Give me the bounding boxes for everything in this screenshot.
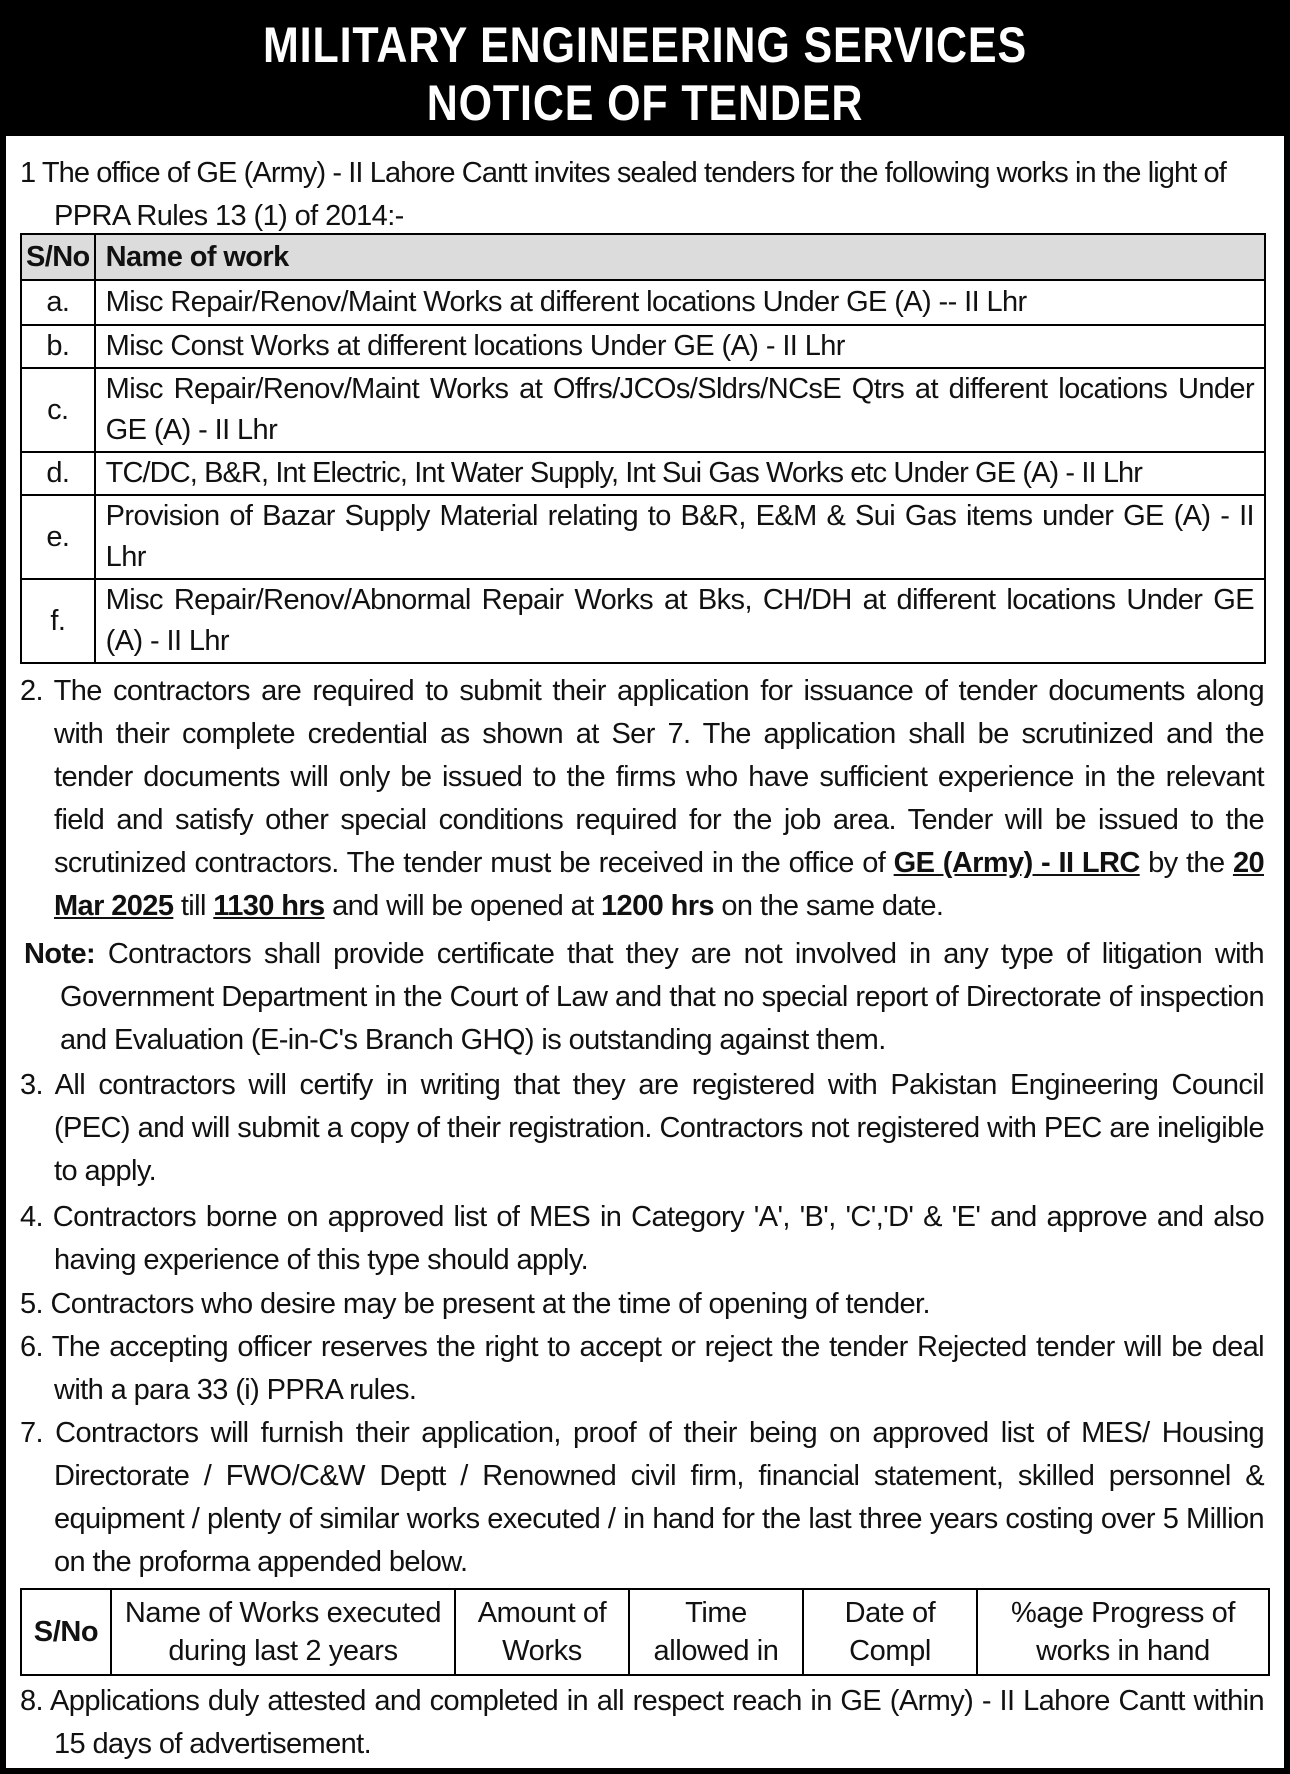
row-work: Misc Repair/Renov/Abnormal Repair Works at Bks, CH/DH at different locations Under GE (A) - II Lhr bbox=[95, 579, 1265, 663]
para-6 bbox=[18, 1326, 1264, 1412]
proforma-col-name-l2: during last 2 years bbox=[168, 1635, 398, 1667]
intro-cont: PPRA Rules 13 (1) of 2014:- bbox=[54, 200, 404, 232]
proforma-col-date bbox=[803, 1589, 977, 1675]
para-8 bbox=[18, 1680, 1264, 1766]
table-row bbox=[21, 280, 1265, 325]
header-banner bbox=[6, 6, 1284, 136]
row-sn: c. bbox=[21, 368, 95, 452]
tender-open-time: 1200 hrs bbox=[601, 890, 714, 922]
proforma-col-name bbox=[111, 1589, 455, 1675]
row-work: Misc Const Works at different locations Under GE (A) - II Lhr bbox=[95, 325, 1265, 368]
proforma-col-date-l1: Date of bbox=[844, 1597, 936, 1629]
proforma-col-progress bbox=[977, 1589, 1269, 1675]
tender-submit-time: 1130 hrs bbox=[213, 890, 325, 922]
proforma-col-time-l2: allowed in bbox=[653, 1635, 779, 1667]
para-3-text: 3. All contractors will certify in writing that they are registered with Pakistan Engineering Council (PEC) and will submit a copy of their registration. Contractors not registered with PEC are ineligible to apply. bbox=[20, 1069, 1264, 1187]
works-table bbox=[20, 233, 1266, 664]
para-2-tail: on the same date. bbox=[721, 890, 944, 922]
proforma-col-date-l2: Compl bbox=[849, 1635, 931, 1667]
proforma-col-time bbox=[629, 1589, 803, 1675]
table-row bbox=[21, 495, 1265, 579]
para-2-opened: and will be opened at bbox=[332, 890, 594, 922]
proforma-col-amount-l1: Amount of bbox=[477, 1597, 607, 1629]
col-name-of-work: Name of work bbox=[95, 234, 1265, 280]
proforma-col-time-l1: Time bbox=[685, 1597, 747, 1629]
proforma-table bbox=[20, 1588, 1270, 1676]
table-row bbox=[21, 452, 1265, 495]
table-row bbox=[21, 579, 1265, 663]
intro-text: 1 The office of GE (Army) - II Lahore Cantt invites sealed tenders for the following works in the light of bbox=[20, 157, 1226, 189]
proforma-col-progress-l2: works in hand bbox=[1036, 1635, 1210, 1667]
row-sn: e. bbox=[21, 495, 95, 579]
row-work: Provision of Bazar Supply Material relating to B&R, E&M & Sui Gas items under GE (A) - II Lhr bbox=[95, 495, 1265, 579]
row-work: Misc Repair/Renov/Maint Works at different locations Under GE (A) -- II Lhr bbox=[95, 280, 1265, 325]
para-2 bbox=[18, 670, 1264, 928]
note-paragraph bbox=[24, 933, 1264, 1062]
org-title: MILITARY ENGINEERING SERVICES bbox=[262, 17, 1028, 73]
para-5 bbox=[18, 1283, 1264, 1326]
works-table-header bbox=[21, 234, 1265, 280]
row-sn: f. bbox=[21, 579, 95, 663]
para-2-text: 2. The contractors are required to submit their application for issuance of tender documents along with their complete credential as shown at Ser 7. The application shall be scrutinized and the tender documents will only be issued to the firms who have sufficient experience in the relevant field and satisfy other special conditions required for the job area. Tender will be issued to the scrutinized contractors. The tender must be received in the office of bbox=[20, 675, 1264, 879]
para-7 bbox=[18, 1412, 1264, 1584]
table-row bbox=[21, 368, 1265, 452]
proforma-col-name-l1: Name of Works executed bbox=[124, 1597, 442, 1629]
notice-title: NOTICE OF TENDER bbox=[426, 75, 864, 131]
para-7-text: 7. Contractors will furnish their application, proof of their being on approved list of MES/ Housing Directorate / FWO/C&W Deptt / Renowned civil firm, financial statement, skilled personnel & equipment / plenty of similar works executed / in hand for the last three years costing over 5 Million on the proforma appended below. bbox=[20, 1417, 1264, 1578]
row-work: Misc Repair/Renov/Maint Works at Offrs/JCOs/Sldrs/NCsE Qtrs at different locations Under GE (A) - II Lhr bbox=[95, 368, 1265, 452]
para-4 bbox=[18, 1196, 1264, 1282]
intro-paragraph bbox=[20, 152, 1272, 238]
para-3 bbox=[18, 1064, 1264, 1193]
table-row bbox=[21, 325, 1265, 368]
note-text: Contractors shall provide certificate that they are not involved in any type of litigation with Government Department in the Court of Law and that no special report of Directorate of inspection and Evaluation (E-in-C's Branch GHQ) is outstanding against them. bbox=[60, 938, 1264, 1056]
proforma-col-amount-l2: Works bbox=[502, 1635, 582, 1667]
proforma-header-row bbox=[21, 1589, 1269, 1675]
para-2-by: by the bbox=[1148, 847, 1225, 879]
para-8-text: 8. Applications duly attested and completed in all respect reach in GE (Army) - II Lahore Cantt within 15 days of advertisement. bbox=[20, 1685, 1264, 1760]
proforma-col-sno: S/No bbox=[21, 1589, 111, 1675]
row-sn: b. bbox=[21, 325, 95, 368]
note-label: Note: bbox=[24, 938, 96, 970]
para-4-text: 4. Contractors borne on approved list of MES in Category 'A', 'B', 'C','D' & 'E' and approve and also having experience of this type should apply. bbox=[20, 1201, 1264, 1276]
tender-office: GE (Army) - II LRC bbox=[893, 847, 1140, 879]
row-work: TC/DC, B&R, Int Electric, Int Water Supply, Int Sui Gas Works etc Under GE (A) - II Lhr bbox=[95, 452, 1265, 495]
row-sn: d. bbox=[21, 452, 95, 495]
tender-date: 20 Mar 2025 bbox=[54, 847, 1264, 922]
para-5-text: 5. Contractors who desire may be present at the time of opening of tender. bbox=[20, 1288, 930, 1320]
col-sno: S/No bbox=[21, 234, 95, 280]
proforma-col-amount bbox=[455, 1589, 629, 1675]
para-2-till: till bbox=[180, 890, 206, 922]
row-sn: a. bbox=[21, 280, 95, 325]
proforma-col-progress-l1: %age Progress of bbox=[1010, 1597, 1236, 1629]
para-6-text: 6. The accepting officer reserves the right to accept or reject the tender Rejected tender will be deal with a para 33 (i) PPRA rules. bbox=[20, 1331, 1264, 1406]
